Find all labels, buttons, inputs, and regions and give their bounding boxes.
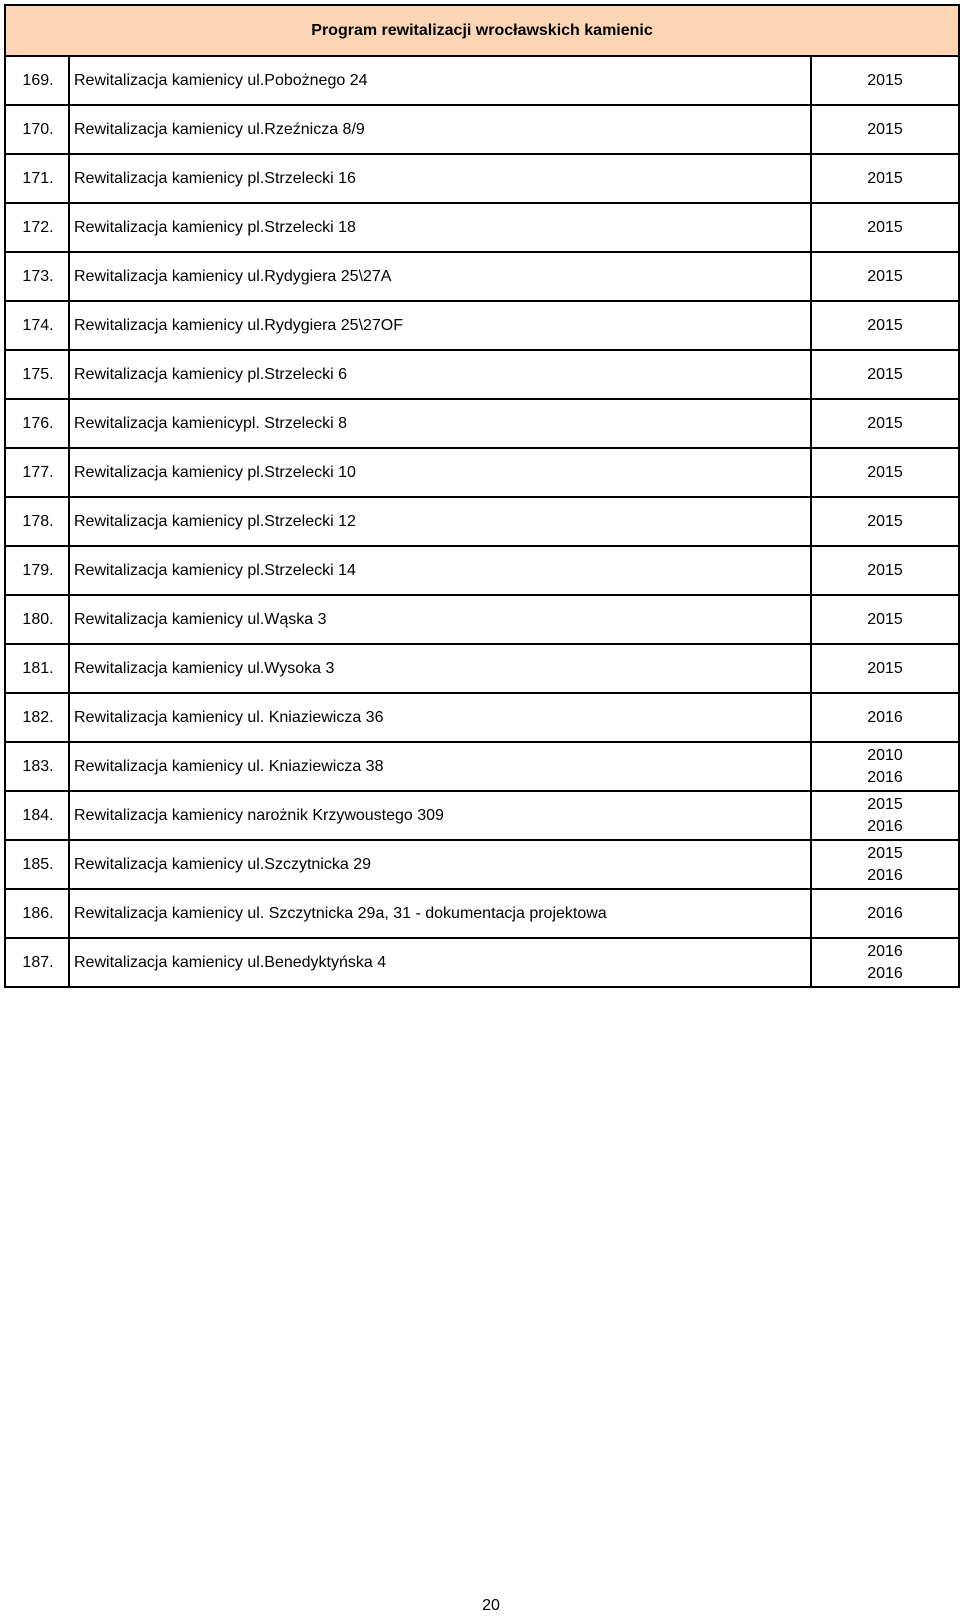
row-number: 186.: [5, 889, 69, 938]
year-value: 2015: [867, 267, 903, 285]
year-value: 2016: [867, 904, 903, 922]
row-year: [811, 840, 959, 889]
row-description: Rewitalizacja kamienicy ul. Kniaziewicza 38: [69, 742, 811, 791]
row-description: Rewitalizacja kamienicy ul.Benedyktyńska 4: [69, 938, 811, 987]
row-description: Rewitalizacja kamienicy pl.Strzelecki 14: [69, 546, 811, 595]
table-row: [5, 546, 959, 595]
row-description: Rewitalizacja kamienicy ul.Rydygiera 25\27OF: [69, 301, 811, 350]
row-number: 187.: [5, 938, 69, 987]
table-row: [5, 252, 959, 301]
year-value: 2016: [867, 964, 903, 982]
row-year: [811, 644, 959, 693]
year-value: 2016: [867, 942, 903, 960]
table-row: [5, 448, 959, 497]
table-row: [5, 497, 959, 546]
row-number: 177.: [5, 448, 69, 497]
table-row: [5, 105, 959, 154]
year-value: 2015: [867, 463, 903, 481]
row-number: 182.: [5, 693, 69, 742]
row-year: [811, 448, 959, 497]
row-year: [811, 595, 959, 644]
table-row: [5, 889, 959, 938]
row-number: 171.: [5, 154, 69, 203]
year-value: 2015: [867, 365, 903, 383]
row-description: Rewitalizacja kamienicy pl.Strzelecki 12: [69, 497, 811, 546]
row-year: [811, 350, 959, 399]
year-value: 2016: [867, 817, 903, 835]
table-row: [5, 693, 959, 742]
row-description: Rewitalizacja kamienicy pl.Strzelecki 6: [69, 350, 811, 399]
year-value: 2015: [867, 169, 903, 187]
year-value: 2015: [867, 844, 903, 862]
year-value: 2015: [867, 795, 903, 813]
row-number: 169.: [5, 56, 69, 105]
title-row: [5, 5, 959, 56]
year-value: 2015: [867, 512, 903, 530]
row-number: 170.: [5, 105, 69, 154]
row-year: [811, 546, 959, 595]
row-number: 181.: [5, 644, 69, 693]
row-number: 180.: [5, 595, 69, 644]
row-description: Rewitalizacja kamienicy ul. Szczytnicka 29a, 31 - dokumentacja projektowa: [69, 889, 811, 938]
year-value: 2015: [867, 316, 903, 334]
row-number: 172.: [5, 203, 69, 252]
year-value: 2016: [867, 866, 903, 884]
row-description: Rewitalizacja kamienicy pl.Strzelecki 18: [69, 203, 811, 252]
row-year: [811, 889, 959, 938]
table-row: [5, 742, 959, 791]
row-description: Rewitalizacja kamienicy ul.Wysoka 3: [69, 644, 811, 693]
row-number: 179.: [5, 546, 69, 595]
table-title: Program rewitalizacji wrocławskich kamienic: [5, 5, 959, 56]
table-row: [5, 938, 959, 987]
table-row: [5, 203, 959, 252]
row-description: Rewitalizacja kamienicy ul. Kniaziewicza 36: [69, 693, 811, 742]
row-number: 174.: [5, 301, 69, 350]
row-year: [811, 399, 959, 448]
row-description: Rewitalizacja kamienicy ul.Wąska 3: [69, 595, 811, 644]
year-value: 2015: [867, 414, 903, 432]
table-body: [5, 5, 959, 987]
page-number: 20: [482, 1597, 500, 1614]
year-value: 2015: [867, 71, 903, 89]
row-year: [811, 56, 959, 105]
table-row: [5, 595, 959, 644]
year-value: 2010: [867, 746, 903, 764]
row-description: Rewitalizacja kamienicypl. Strzelecki 8: [69, 399, 811, 448]
renovation-program-table: [4, 4, 960, 988]
year-value: 2015: [867, 120, 903, 138]
row-year: [811, 742, 959, 791]
row-number: 183.: [5, 742, 69, 791]
row-year: [811, 203, 959, 252]
year-value: 2015: [867, 561, 903, 579]
table-row: [5, 56, 959, 105]
row-year: [811, 791, 959, 840]
row-description: Rewitalizacja kamienicy narożnik Krzywoustego 309: [69, 791, 811, 840]
row-description: Rewitalizacja kamienicy pl.Strzelecki 16: [69, 154, 811, 203]
row-year: [811, 154, 959, 203]
table-row: [5, 350, 959, 399]
table-row: [5, 399, 959, 448]
row-description: Rewitalizacja kamienicy pl.Strzelecki 10: [69, 448, 811, 497]
row-year: [811, 938, 959, 987]
year-value: 2015: [867, 610, 903, 628]
table-row: [5, 644, 959, 693]
row-description: Rewitalizacja kamienicy ul.Rzeźnicza 8/9: [69, 105, 811, 154]
table-row: [5, 791, 959, 840]
row-year: [811, 693, 959, 742]
row-year: [811, 301, 959, 350]
row-number: 184.: [5, 791, 69, 840]
row-number: 178.: [5, 497, 69, 546]
row-number: 185.: [5, 840, 69, 889]
row-year: [811, 497, 959, 546]
table-row: [5, 154, 959, 203]
row-year: [811, 252, 959, 301]
row-description: Rewitalizacja kamienicy ul.Rydygiera 25\27A: [69, 252, 811, 301]
year-value: 2016: [867, 768, 903, 786]
year-value: 2015: [867, 659, 903, 677]
row-description: Rewitalizacja kamienicy ul.Pobożnego 24: [69, 56, 811, 105]
table-row: [5, 301, 959, 350]
year-value: 2016: [867, 708, 903, 726]
row-year: [811, 105, 959, 154]
year-value: 2015: [867, 218, 903, 236]
row-number: 176.: [5, 399, 69, 448]
row-description: Rewitalizacja kamienicy ul.Szczytnicka 29: [69, 840, 811, 889]
row-number: 173.: [5, 252, 69, 301]
table-row: [5, 840, 959, 889]
row-number: 175.: [5, 350, 69, 399]
